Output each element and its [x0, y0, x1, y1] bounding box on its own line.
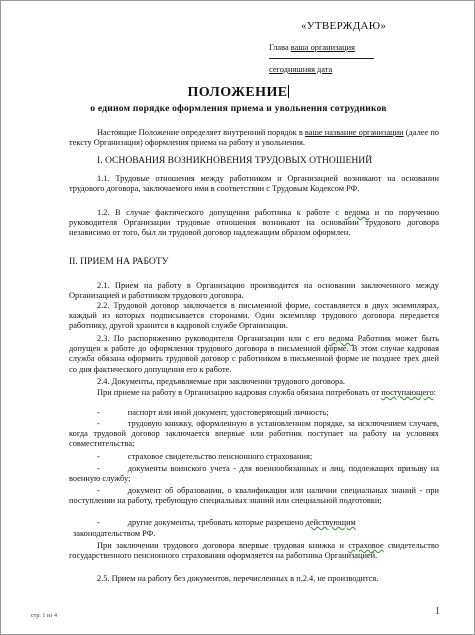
list-item-text: паспорт или иной документ, удостоверяющий личность;	[127, 408, 329, 417]
p24b-spell-word: поступающего	[381, 388, 434, 397]
list-item-continuation: законодательством РФ.	[73, 529, 156, 538]
intro-text-1: Настоящие Положение определяет внутренний порядок в	[97, 128, 305, 137]
p12-spell-word: ведома	[344, 208, 370, 217]
pfinal-text-b: свидетельство государственного пенсионного страхования оформляется на работника Организацией.	[69, 541, 439, 561]
paragraph-2-4-final	[69, 541, 439, 561]
approval-date: сегодняшняя дата	[269, 65, 333, 74]
intro-paragraph	[69, 128, 439, 148]
page-counter: стр. 1 из 4	[31, 613, 57, 619]
signature-line	[269, 57, 374, 59]
list-item: - документ об образовании, о квалификации или наличии специальных знаний - при поступлении на работу, требующую специальных знаний или специальной подготовки;	[69, 486, 439, 506]
list-item-text: документ об образовании, о квалификации или наличии специальных знаний - при поступлении на работу, требующую специальных знаний или специальной подготовки;	[69, 486, 439, 506]
list-item-text: трудовую книжку, оформленную в установленном порядке, за исключением случаев, когда трудовой договор заключается впервые или работник поступает на работу на условиях совместительства;	[69, 419, 439, 449]
approve-stamp-text: «УТВЕРЖДАЮ»	[301, 20, 387, 32]
p24b-text-a: При приеме на работу в Организацию кадровая служба обязана потребовать от	[97, 388, 382, 397]
section-2-heading: II. ПРИЕМ НА РАБОТУ	[69, 256, 169, 267]
p23-text-b: Работник может быть допущен к работе до оформления трудового договора в письменной форме. В этом случае кадровая служба обязана оформить трудовой договор с работником в письменной форме не позднее трех дней со дня фактического допущения его к работе.	[69, 334, 439, 374]
list-item-spell-word: действующим	[305, 518, 356, 527]
list-item-text: страховое свидетельство пенсионного страхования;	[127, 452, 313, 461]
list-item: - документы воинского учета - для военнообязанных и лиц, подлежащих призыву на военную службу;	[69, 464, 439, 484]
list-item: - страховое свидетельство пенсионного страхования;	[97, 452, 313, 461]
list-item: - другие документы, требовать которые разрешено действующим	[97, 518, 356, 527]
approver-prefix: Глава	[269, 43, 291, 52]
paragraph-2-2: 2.2. Трудовой договор заключается в письменной форме, составляется в двух экземплярах, каждый из которых подписывается сторонами. Один экземпляр трудового договора передается работнику, другой хранится в кадровой службе Организации.	[69, 301, 439, 331]
paragraph-2-5: 2.5. Прием на работу без документов, перечисленных в п.2.4, не производится.	[97, 574, 379, 583]
paragraph-2-4-requirement	[69, 388, 439, 398]
approver-organization: ваша организация	[290, 43, 355, 52]
p23-text-a: 2.3. По распоряжению руководителя Организации или с его	[97, 334, 329, 343]
document-subtitle: о едином порядке оформления приема и увольнения сотрудников	[90, 103, 387, 114]
section-1-heading: I. ОСНОВАНИЯ ВОЗНИКНОВЕНИЯ ТРУДОВЫХ ОТНОШЕНИЙ	[97, 155, 373, 166]
document-title-text: ПОЛОЖЕНИЕ	[187, 85, 288, 100]
intro-text-2: (далее по тексту Организация) оформления приема на работу и увольнения.	[69, 128, 439, 148]
list-item: - паспорт или иной документ, удостоверяющий личность;	[97, 408, 329, 417]
paragraph-2-1: 2.1. Прием на работу в Организацию производится на основании заключенного между Организацией и работником трудового договора.	[69, 281, 439, 301]
p23-spell-word: ведома	[328, 334, 354, 343]
paragraph-2-4: 2.4. Документы, предъявляемые при заключении трудового договора.	[97, 377, 346, 386]
intro-organization-name: ваше название организации	[304, 128, 404, 137]
p12-text-b: и по поручению руководителя Организации трудовые отношения возникают на основании трудового договора независимо от того, был ли трудовой договор надлежащим образом оформлен.	[69, 208, 439, 238]
paragraph-2-3	[69, 334, 439, 375]
list-item: - трудовую книжку, оформленную в установленном порядке, за исключением случаев, когда трудовой договор заключается впервые или работник поступает на работу на условиях совместительства;	[69, 419, 439, 449]
paragraph-1-2	[69, 208, 439, 239]
pfinal-text-a: При заключении трудового договора впервые трудовая книжка и	[97, 541, 349, 550]
list-item-text: другие документы, требовать которые разрешено	[127, 518, 306, 527]
pfinal-spell-word: страховое	[348, 541, 384, 550]
p24b-text-b: :	[433, 388, 436, 397]
page-number: 1	[435, 606, 440, 617]
document-title	[1, 85, 475, 98]
approver-title	[269, 43, 355, 53]
list-item-text: документы воинского учета - для военнообязанных и лиц, подлежащих призыву на военную службу;	[69, 464, 439, 484]
p12-text-a: 1.2. В случае фактического допущения работника к работе с	[97, 208, 345, 217]
paragraph-1-1: 1.1. Трудовые отношения между работником и Организацией возникают на основании трудового договора, заключаемого ими в соответствии с Трудовым Кодексом РФ.	[69, 174, 439, 194]
text-cursor	[288, 85, 289, 98]
